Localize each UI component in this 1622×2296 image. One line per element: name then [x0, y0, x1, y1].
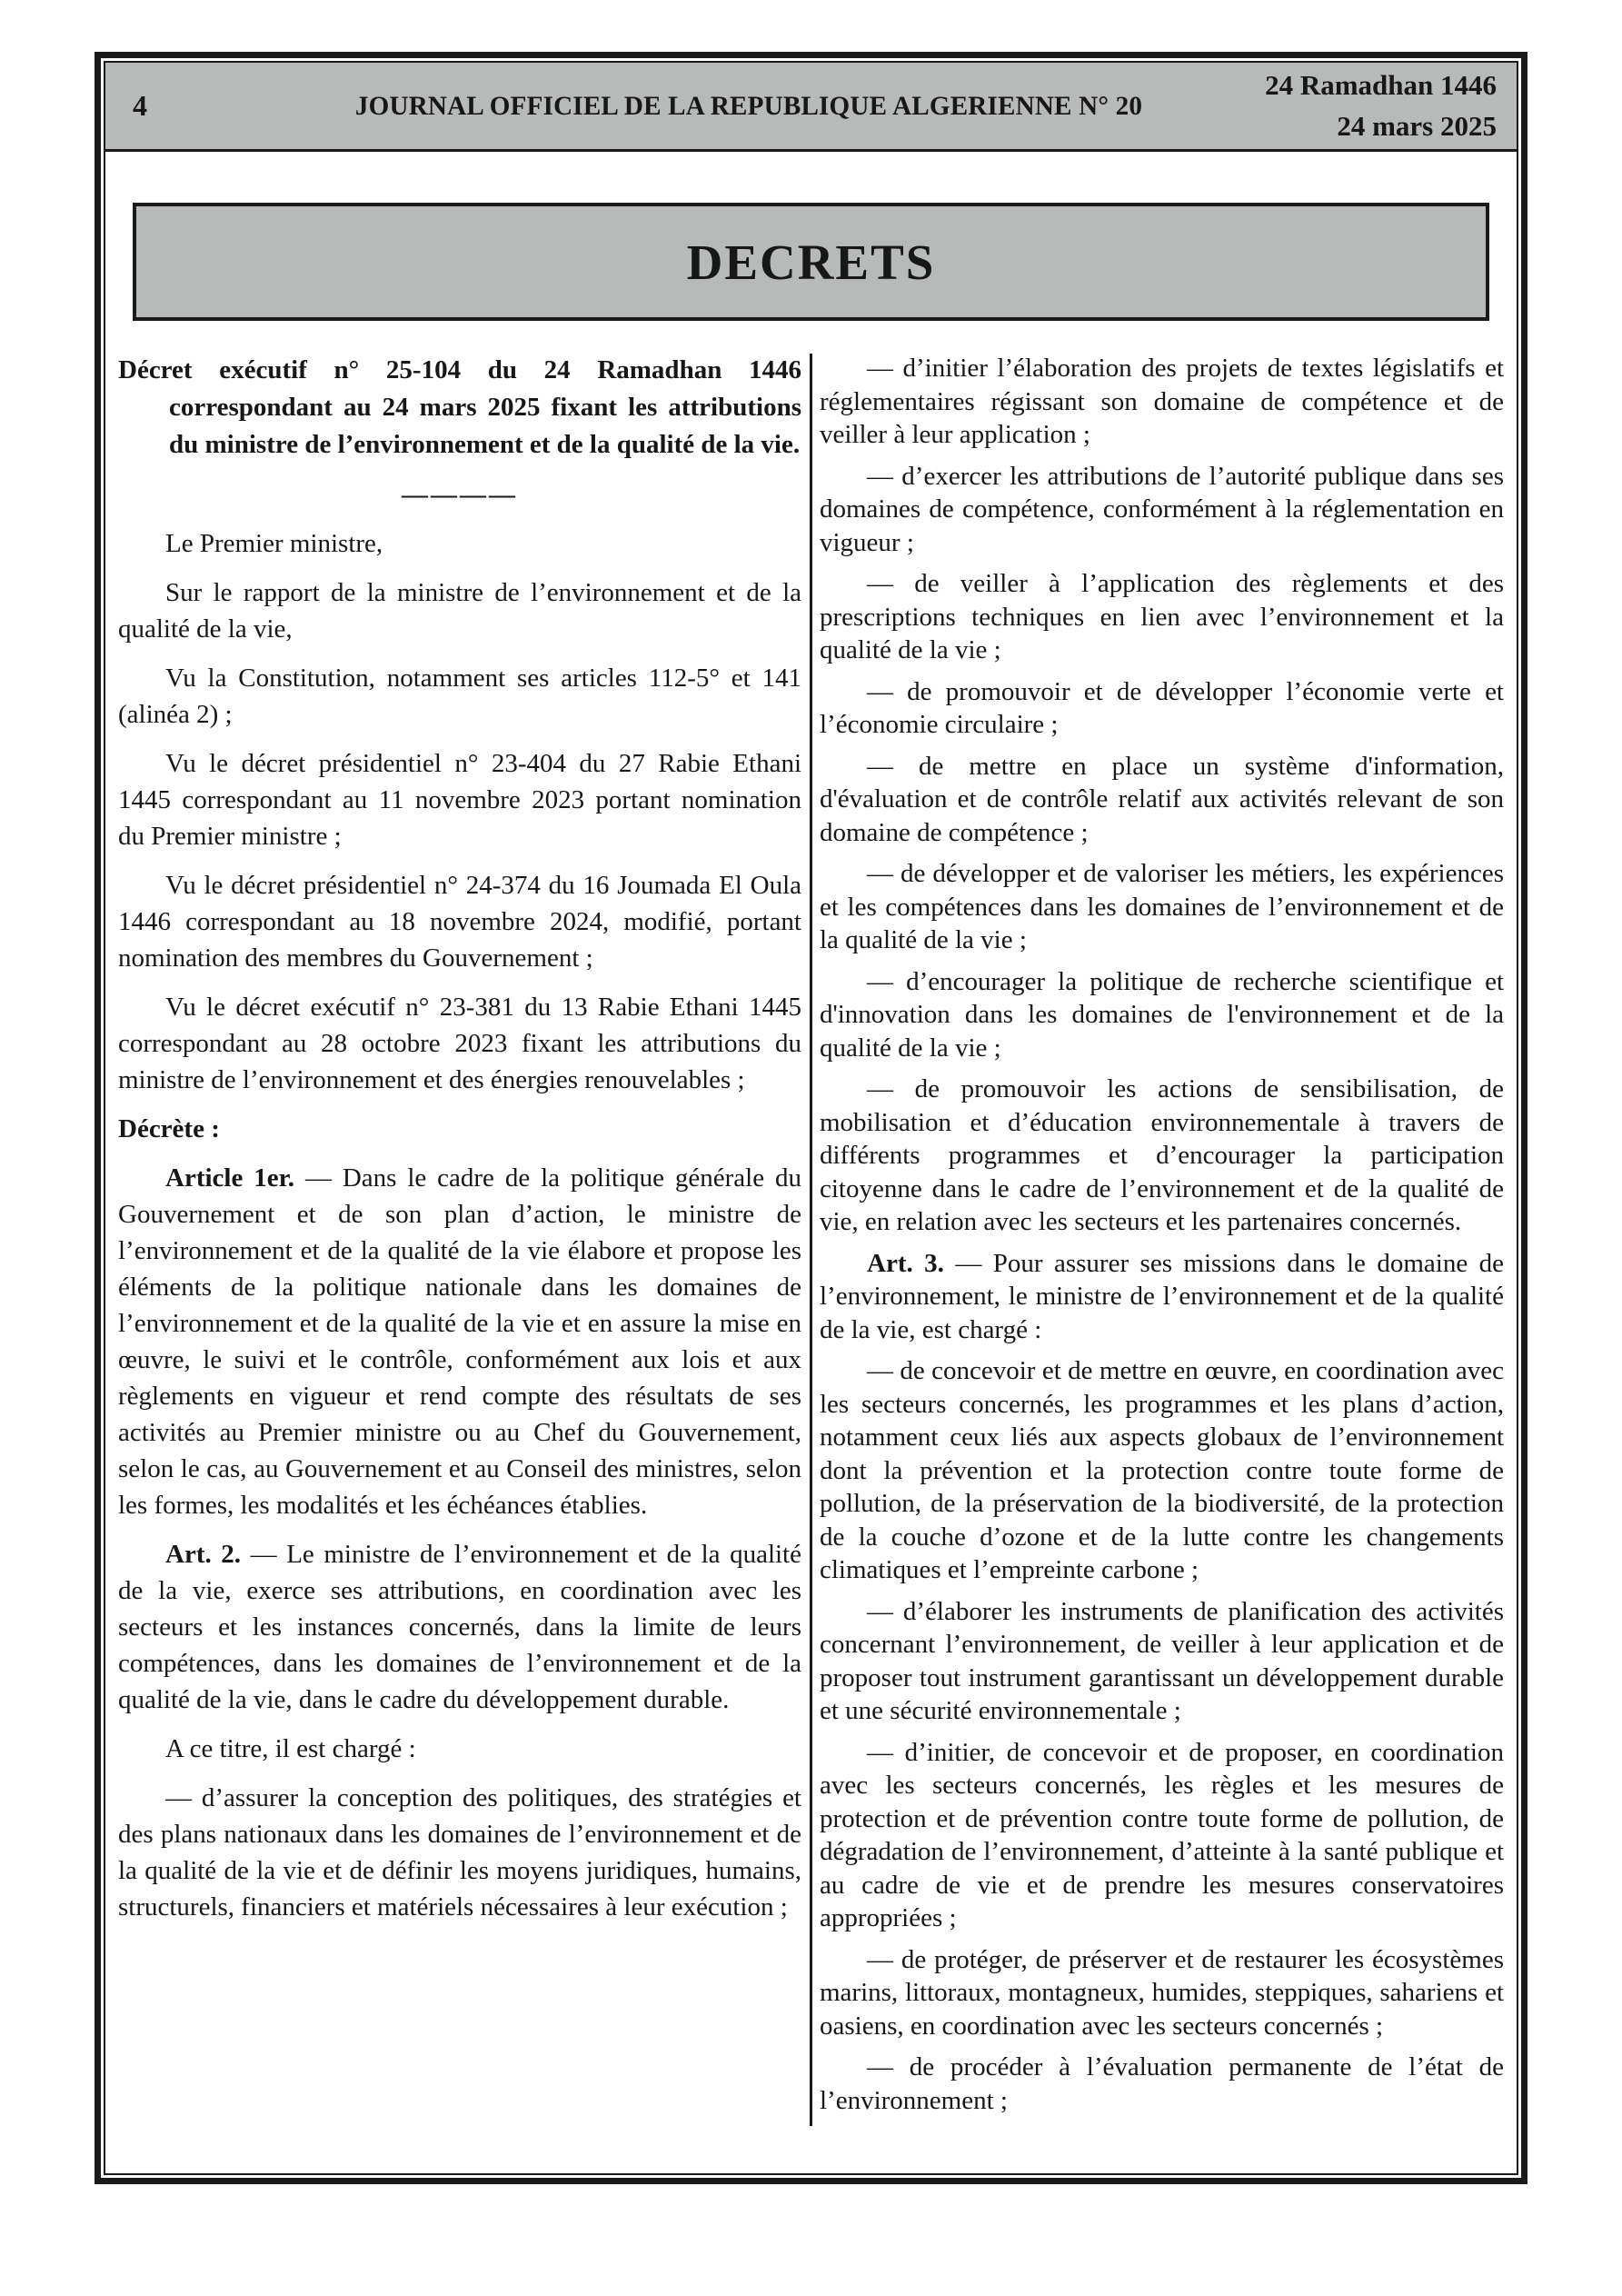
paragraph: Article 1er. — Dans le cadre de la politique générale du Gouvernement et de son plan d’action, le ministre de l’environnement et de la qualité de la vie élabore et propose les éléments de la politique nationale dans les domaines de l’environnement et de la qualité de la vie et en assure la mise en œuvre, le suivi et le contrôle, conformément aux lois et aux règlements en vigueur et rend compte des résultats de ses activités au Premier ministre ou au Chef du Gouvernement, selon le cas, au Gouvernement et au Conseil des ministres, selon les formes, les modalités et les échéances établies. [118, 1163, 801, 1520]
paragraph: — d’élaborer les instruments de planification des activités concernant l’environnement, de veiller à leur application et de proposer tout instrument garantissant un développement durable et une sécurité environnementale ; [820, 1596, 1504, 1725]
paragraph: — d’encourager la politique de recherche scientifique et d'innovation dans les domaines de l'environnement et de la qualité de la vie ; [820, 966, 1504, 1063]
paragraph: Sur le rapport de la ministre de l’environnement et de la qualité de la vie, [118, 578, 801, 644]
paragraph: Art. 2. — Le ministre de l’environnement et de la qualité de la vie, exerce ses attributions, en coordination avec les secteurs et les instances concernés, dans la limite de leurs compétences, dans les domaines de l’environnement et de la qualité de la vie, dans le cadre du développement durable. [118, 1540, 801, 1714]
date-gregorian: 24 mars 2025 [1337, 109, 1497, 142]
masthead [105, 63, 1517, 152]
paragraph: — de mettre en place un système d'information, d'évaluation et de contrôle relatif aux activités relevant de son domaine de compétence ; [820, 751, 1504, 847]
section-banner-title: DECRETS [686, 234, 936, 290]
right-column [820, 352, 1504, 2173]
paragraph: — de procéder à l’évaluation permanente de l’état de l’environnement ; [820, 2052, 1504, 2115]
paragraph: Art. 3. — Pour assurer ses missions dans le domaine de l’environnement, le ministre de l’environnement et de la qualité de la vie, est chargé : [820, 1248, 1504, 1344]
masthead-dates [1265, 65, 1497, 145]
paragraph: Décret exécutif n° 25-104 du 24 Ramadhan 1446 correspondant au 24 mars 2025 fixant les attributions du ministre de l’environnement et de la qualité de la vie. [118, 355, 801, 459]
article-columns [105, 352, 1517, 2173]
paragraph: — d’initier l’élaboration des projets de textes législatifs et réglementaires régissant son domaine de compétence et de veiller à leur application ; [820, 354, 1504, 449]
article-label: Article 1er. [165, 1163, 305, 1193]
paragraph: — d’exercer les attributions de l’autorité publique dans ses domaines de compétence, conformément à la réglementation en vigueur ; [820, 461, 1504, 557]
article-label: Art. 2. [165, 1540, 251, 1569]
paragraph: — d’assurer la conception des politiques, des stratégies et des plans nationaux dans les domaines de l’environnement et de la qualité de la vie et de définir les moyens juridiques, humains, structurels, financiers et matériels nécessaires à leur exécution ; [118, 1783, 801, 1922]
paragraph: Vu le décret présidentiel n° 24-374 du 16 Joumada El Oula 1446 correspondant au 18 novembre 2024, modifié, portant nomination des membres du Gouvernement ; [118, 871, 801, 973]
paragraph: Décrète : [118, 1114, 220, 1143]
paragraph: — de promouvoir les actions de sensibilisation, de mobilisation et d’éducation environnementale à travers de différents programmes et d’encourager la participation citoyenne dans le cadre de l’environnement et de la qualité de vie, en relation avec les secteurs et les partenaires concernés. [820, 1074, 1504, 1236]
column-divider [810, 354, 812, 2126]
paragraph: — d’initier, de concevoir et de proposer, en coordination avec les secteurs concernés, les règles et les mesures de protection et de prévention contre toute forme de pollution, de dégradation de l’environnement, d’atteinte à la santé publique et au cadre de vie et de prendre les mesures conservatoires appropriées ; [820, 1737, 1504, 1932]
paragraph: — de veiller à l’application des règlements et des prescriptions techniques en lien avec l’environnement et la qualité de la vie ; [820, 569, 1504, 664]
paragraph: — de concevoir et de mettre en œuvre, en coordination avec les secteurs concernés, les programmes et les plans d’action, notamment ceux liés aux aspects globaux de l’environnement dont la prévention et la protection contre toute forme de pollution, de la préservation de la biodiversité, de la protection de la couche d’ozone et de la lutte contre les changements climatiques et l’empreinte carbone ; [820, 1356, 1504, 1584]
paragraph: A ce titre, il est chargé : [165, 1734, 416, 1763]
paragraph: Vu le décret exécutif n° 23-381 du 13 Rabie Ethani 1445 correspondant au 28 octobre 2023 fixant les attributions du ministre de l’environnement et des énergies renouvelables ; [118, 993, 801, 1094]
paragraph: — de développer et de valoriser les métiers, les expériences et les compétences dans les domaines de l’environnement et de la qualité de la vie ; [820, 859, 1504, 954]
date-hijri: 24 Ramadhan 1446 [1265, 69, 1497, 102]
paragraph: Vu le décret présidentiel n° 23-404 du 27 Rabie Ethani 1445 correspondant au 11 novembre 2023 portant nomination du Premier ministre ; [118, 749, 801, 851]
article-label: Art. 3. [867, 1248, 956, 1278]
paragraph: — de promouvoir et de développer l’économie verte et l’économie circulaire ; [820, 676, 1504, 739]
paragraph: Vu la Constitution, notamment ses articles 112-5° et 141 (alinéa 2) ; [118, 664, 801, 729]
paragraph: ———— [402, 480, 518, 509]
journal-title: JOURNAL OFFICIEL DE LA REPUBLIQUE ALGERIENNE N° 20 [354, 90, 1143, 121]
paragraph: — de protéger, de préserver et de restaurer les écosystèmes marins, littoraux, montagneux, humides, steppiques, sahariens et oasiens, en coordination avec les secteurs concernés ; [820, 1944, 1504, 2041]
page-frame-inner [104, 61, 1518, 2175]
left-column [118, 352, 801, 2173]
paragraph: Le Premier ministre, [165, 529, 383, 558]
section-banner [133, 203, 1489, 321]
page-frame [95, 52, 1527, 2184]
page-number: 4 [133, 89, 147, 122]
